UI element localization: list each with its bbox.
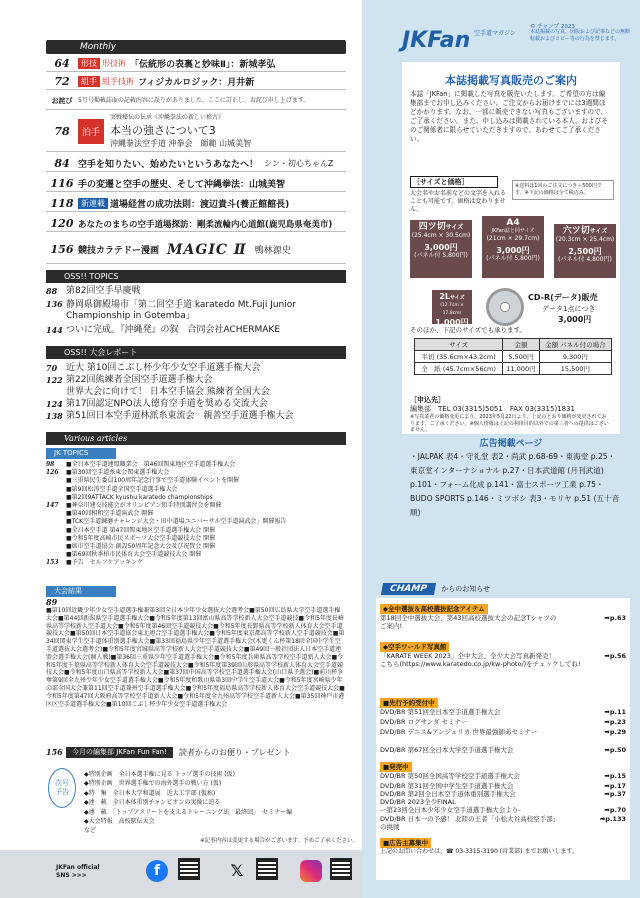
sns-footer — [0, 850, 362, 898]
feature-row-118[interactable]: 118 新連載 道場経営の成功法則：渡辺貴斗(養正館館長) — [46, 196, 346, 212]
toc-row-64[interactable]: 64 形技 形技術 「伝統形の表裏と妙味Ⅱ」：新城孝弘 — [46, 56, 346, 72]
cd-price: 3,000円 — [558, 315, 592, 324]
notice-item[interactable]: ◆全中選抜＆高校選抜記念アイテム 第18回全中選抜大会、第43回高校選抜大会の記念Tシャツのご案内! ➡p.63 — [380, 605, 626, 630]
size-card-mutsugiri[interactable]: 六ツ切サイズ (20.3cm × 25.4cm) 2,500円 (パネル付 4,800円) — [554, 224, 616, 278]
toc-row-72[interactable]: 72 組手 組手技術 フィジカルロジック：月井新 — [46, 74, 346, 90]
table-row: 半切 (35.6cm×43.2cm) 5,500円 9,300円 — [415, 351, 612, 363]
facebook-qr-icon[interactable] — [178, 858, 200, 880]
size-card-2l[interactable]: 2Lサイズ (12.7cm × 17.8cm) 1,000円 — [432, 290, 472, 324]
list-item[interactable]: 126 ■第30回空手道糸東会関東選手権大会 — [46, 469, 170, 477]
instagram-icon[interactable] — [300, 860, 322, 882]
results-label: 大会結果 — [46, 586, 116, 597]
notice-item[interactable]: DVD/BR ログサンダ セミナー ➡p.23 — [380, 718, 626, 726]
monthly-header: Monthly — [46, 40, 346, 54]
notice-item[interactable]: ー第23回全日本少年少女空手道選手権大会より- ➡p.70 — [380, 806, 626, 814]
notice-item[interactable]: DVD/BR 2023全少FINAL — [380, 798, 456, 806]
jk-topics-label: JK TOPICS — [46, 448, 116, 459]
x-qr-icon[interactable] — [256, 858, 278, 880]
report-item-124[interactable]: 124 第17回認定NPO法人徳育空手道を奨める交流大会 — [46, 399, 268, 409]
cd-icon — [486, 288, 524, 326]
champ-header: CHAMP からのお知らせ — [382, 583, 490, 595]
toc-row-78[interactable]: 78 泊手 実戦秘伝の伝承《沖縄拳法の新しい稽古》 本当の強さについて3 沖縄拳法空手道 沖拳会 師範 山城美智 — [46, 112, 346, 152]
next-note: ※記事内容は変更する場合がございます。予めご了承ください。 — [200, 838, 359, 844]
size-heading: ［サイズと価格］ — [410, 176, 498, 188]
list-item[interactable]: ■第9回松涛空手道全国空手道選手権大会 — [66, 485, 178, 493]
size-note: 大会名やお名前などの文字を入れることも可能です。価格は変わりません。 — [410, 190, 507, 213]
size-note-2: ※送料は1回のご注文につき＋500円です。※下記の価格は全て税込み。 — [512, 180, 614, 200]
instagram-qr-icon[interactable] — [330, 858, 352, 880]
next-issue-badge: 次号 予告 — [48, 768, 76, 808]
magic-logo: MAGIC Ⅱ — [167, 241, 247, 258]
champ-logo: CHAMP — [381, 583, 436, 595]
report-item-122[interactable]: 122 第22回熊練者全国空手道選手権大会 — [46, 375, 213, 385]
notice-item[interactable]: DVD/BR 第31回全国中学生空手道選手権大会 ➡p.17 — [380, 782, 626, 790]
notice-item[interactable]: ■先行予約受付中 DVD/BR 第51回全日本空手道選手権大会 ➡p.11 — [380, 699, 626, 716]
notice-item[interactable]: DVD/BR 第2回全日本空手道体重別選手権大会 ➡p.37 — [380, 790, 626, 798]
feature-row-156[interactable]: 156 競技カラテドー漫画 MAGIC Ⅱ 鴨林源史 — [46, 236, 346, 264]
feature-row-84[interactable]: 84 空手を知りたい、始めたいというあなたへ！ シン・初心ちゃんZ — [46, 156, 346, 172]
list-item[interactable]: ■席市空手道協会 創設50周年記念大会及び祝賀会 開催 — [66, 543, 216, 551]
logo-subtitle: 空手道マガジン — [474, 30, 516, 37]
sale-intro: 本誌「JKFan」に掲載した写真を販売いたします。ご希望の方は編集部までお申し込みください。ご注文からお届けまでには3週間ほどかかります。なお、一部に販売できない写真もございますので、ご了承ください。また、申し込みは掲載されている本人、およびそのご関係者に限らせていただきますので、あわせてご了承ください。 — [410, 90, 608, 143]
notice-item[interactable]: ■広告主募集中 上記のお問い合わせは、☎ 03-3315-3190 (営業部) までお願いします。 — [380, 839, 578, 855]
jk-topics-list — [46, 461, 346, 568]
report-item-138[interactable]: 138 第51回日本空手道林派糸東流会 親善空手道選手権大会 — [46, 411, 294, 421]
table-row: 全 紙 (45.7cm×56cm) 11,000円 15,500円 — [415, 363, 612, 375]
topics-header: OSS!! TOPICS — [46, 270, 346, 283]
jkfan-logo: JKFan — [402, 28, 471, 53]
size-card-yotsugiri[interactable]: 四ツ切サイズ (25.4cm × 30.5cm) 3,000円 (パネル付 5,800円) — [410, 220, 472, 278]
results-text: ■第10回近畿少年少女空手道選手権兼第3回全日本少年少女選抜大会選考会■第50回広島県大学空手道選手権大会■第44回新潟県空手道選手権大会■令和5年度第13回富山県高等学校新人大会空手道競技■令和5年度長崎県高等学校新人空手道大会■令和5年度第46回空手道競技大会■令和5年度長野県高等学校新人体育大会空手道競技大会■第50回日本空手道協会東北連合空手道選手権大会■令和5年度東京都高等学校新人空手道競技会■第34回関東学生空手道体重別選手権大会■第33回福島県少年空手道選手権大会(木更くん杯第18回全国中学生空手道選抜大会選考会)■令和5年度宮城県高等学校新人大会空手道競技大会■第49回一般社団法人日本空手道連盟会選手権大会(個人戦)■第36回三重県少年空手道選手権大会■令和5年度兵庫県高等学校空手道新人大会■令和5年度千葉県高等学校新人体育大会空手道競技大会■令和5年度第39回山形県高等学校新人体育大会空手道競技大会■令和5年度山口県高等学校新人大会■第37回中国高等学校空手道選手権大会(山口県予選会)■前川杯争奪第9回全九州少年少女空手道選手権大会■令和5年度和歌山県第3回中学生空手道大会■令和5年度宮崎県少年の部全国大会兼第11回空手道兼州空手道選手権大会■令和5年度福島県高等学校新人体育大会空手道競技大会■令和5年度第47回大阪府高等学校空手道新人大会■令和5年度全九州高等学校空手道新人大会■第35回神戸市港区区空手道選手権大会■第10回こぶし杯少年少女空手道選手権大会 — [46, 607, 345, 708]
apply-note: ※写真業者の価格変更により、2023年5月22日より、上記のとおり価格が変更されております。ご了承ください。※個人情報は上記の利用目的以外での第三者への提供はございません。 — [410, 414, 609, 433]
topic-item-88[interactable]: 88 第82回空手早慶戦 — [46, 286, 141, 296]
size-card-a4[interactable]: A4 JKFan誌と同サイズ (21cm × 29.7cm) 3,000円 (パネル付 5,800円) — [482, 216, 544, 278]
list-item[interactable]: ■第40回相和空手道演武会 開催 — [66, 510, 154, 518]
cd-desc: データ1点につき — [542, 305, 596, 313]
sns-label: JKFan official SNS >>> — [56, 864, 100, 879]
report-header: OSS!! 大会レポート — [46, 346, 346, 359]
list-item[interactable]: ■三重県民生委員100周年記念行事で空手道体験イベントを開催 — [66, 477, 240, 485]
list-item[interactable]: ■第69回秋季柏市民体育大会空手道競技大会 開催 — [66, 551, 202, 559]
apply-heading: ［申込先］ — [410, 396, 445, 404]
notice-item[interactable]: DVD/BR 第67回全日本大学空手道選手権大会 ➡p.50 — [380, 746, 626, 754]
topic-item-136[interactable]: 136 静岡県御殿場市「第二回空手道 karatedo Mt.Fuji Junior Championship in Gotemba」 — [46, 299, 296, 321]
list-item[interactable]: ■TCK空手道錬磨チャレンジ大会・田中道場ユニバーサル空手道演武会」開催報告 — [66, 518, 287, 526]
feature-row-120[interactable]: 120 あなたのまちの空手道場探訪：剛柔流輪内心道館(鹿児島県奄美市) — [46, 216, 346, 232]
facebook-icon[interactable]: f — [146, 860, 168, 882]
toc-row-apology: お詫び 5月号掲載誌面の記載内容に誤りがありました。ここに訂正し、お詫び申し上げます。 — [46, 92, 346, 110]
list-item[interactable]: ■全日本空手道 第47回関東地区空手道選手権大会 開催 — [66, 526, 216, 534]
feature-row-116[interactable]: 116 手の変遷と空手の歴史、そして沖縄拳法：山城美智 — [46, 176, 346, 192]
topic-item-144[interactable]: 144 ついに完成。『沖縄発』の叙 合同会社ACHERMAKE — [46, 325, 281, 335]
ad-title: 広告掲載ページ — [479, 439, 543, 449]
editor-row[interactable]: 156 今月の編集部 JKFan Fun Fan! 読者からのお便り・プレゼント — [46, 747, 291, 757]
cd-title: CD-R(データ)販売 — [528, 293, 598, 302]
editor-label: 今月の編集部 JKFan Fun Fan! — [66, 747, 173, 758]
results-page[interactable]: 89 — [46, 597, 58, 607]
report-item-70[interactable]: 70 近大 第10回こぶし杯少年少女空手道選手権大会 — [46, 363, 261, 373]
report-item-122b[interactable]: 世界大会に向けて！ 日本空手協会 熊練者全国大会 — [66, 387, 270, 397]
copyright: © チャンプ 2023 — [530, 24, 575, 30]
other-sizes: そのほか、下記のサイズでも承ります。 — [410, 326, 526, 334]
logo-note: 本誌掲載の写真、図版および記事などの無断転載およびコピー等の行為を禁じます。 — [530, 29, 631, 42]
right-column — [362, 0, 640, 898]
price-table: サイズ 金額 金額 パネル付の場合 半切 (35.6cm×43.2cm) 5,500円 9,300円 全 紙 (45.7cm×56cm) 11,000円 15,500円 — [414, 338, 612, 375]
next-issue-list: ◆特別企画 全日本選手権に見る トップ選手の技術 (仮) ◆特別企画 世界選手権での海外選手の戦い方 (仮) ◆特 集 全日本大学和道展 近大工学部 (仮称) ◆連 載 全日本体重別チャンピオンの実像に迫る ◆連 載 「トップアスリートを支えるトレーニング法 最終回」 セミナー編 ◆大会特報 高校駅伝大会 など — [84, 771, 293, 835]
list-item[interactable]: 153 ■予告 セルフケアッキング — [46, 559, 143, 567]
list-item[interactable]: 147 ■神奈川建交技能会がオリンピアン組手特別講習会を開催 — [46, 502, 222, 510]
various-header: Various articles — [46, 432, 346, 445]
notice-item[interactable]: ◆空手ワールド写真館 「KARATE WEEK 2023」全中大会、全少大会写真新発売！ ➡p.56 こちら(https://www.karatedo.co.jp/kw-photo/)をチェックしてね! — [380, 643, 626, 668]
ad-list: ・JALPAK 表4・守礼堂 表2・尚武 p.68-69・東海堂 p.25・東京堂インターナショナル p.27・日本武道館 (月刊武道) p.101・フォーム化成 p.141・富士スポーツ工業 p.75・BUDO SPORTS p.146・ミツボシ 表3・モリヤ p.51 (五十音順) — [410, 452, 620, 517]
sale-title: 本誌掲載写真販売のご案内 — [445, 74, 577, 87]
x-icon[interactable]: 𝕏 — [230, 861, 244, 880]
list-item[interactable]: ■第2回9ATTACK kyushu karatedo championships — [66, 493, 213, 501]
notice-item[interactable]: DVD/BR デニス&アンジェリカ 世界最強師弟セミナー ➡p.29 — [380, 728, 626, 736]
apply-contact: 編集部 TEL 03(3315)5051 FAX 03(3315)1831 — [410, 405, 576, 413]
notice-item[interactable]: ■発売中 DVD/BR 第50回全国高等学校空手道選手権大会 ➡p.15 — [380, 763, 626, 780]
list-item[interactable]: 98 ■全日本空手道連盟職業会 第46回関東地区空手道選手権大会 — [46, 461, 236, 468]
notice-item[interactable]: DVD/BR 日本一の予感！ 北陸の王者「小松大谷高校空手部」の挑戦 ➡p.133 — [380, 815, 626, 831]
list-item[interactable]: ■令和5年度高崎市民スポーツ大会空手道競技大会 開催 — [66, 534, 216, 542]
